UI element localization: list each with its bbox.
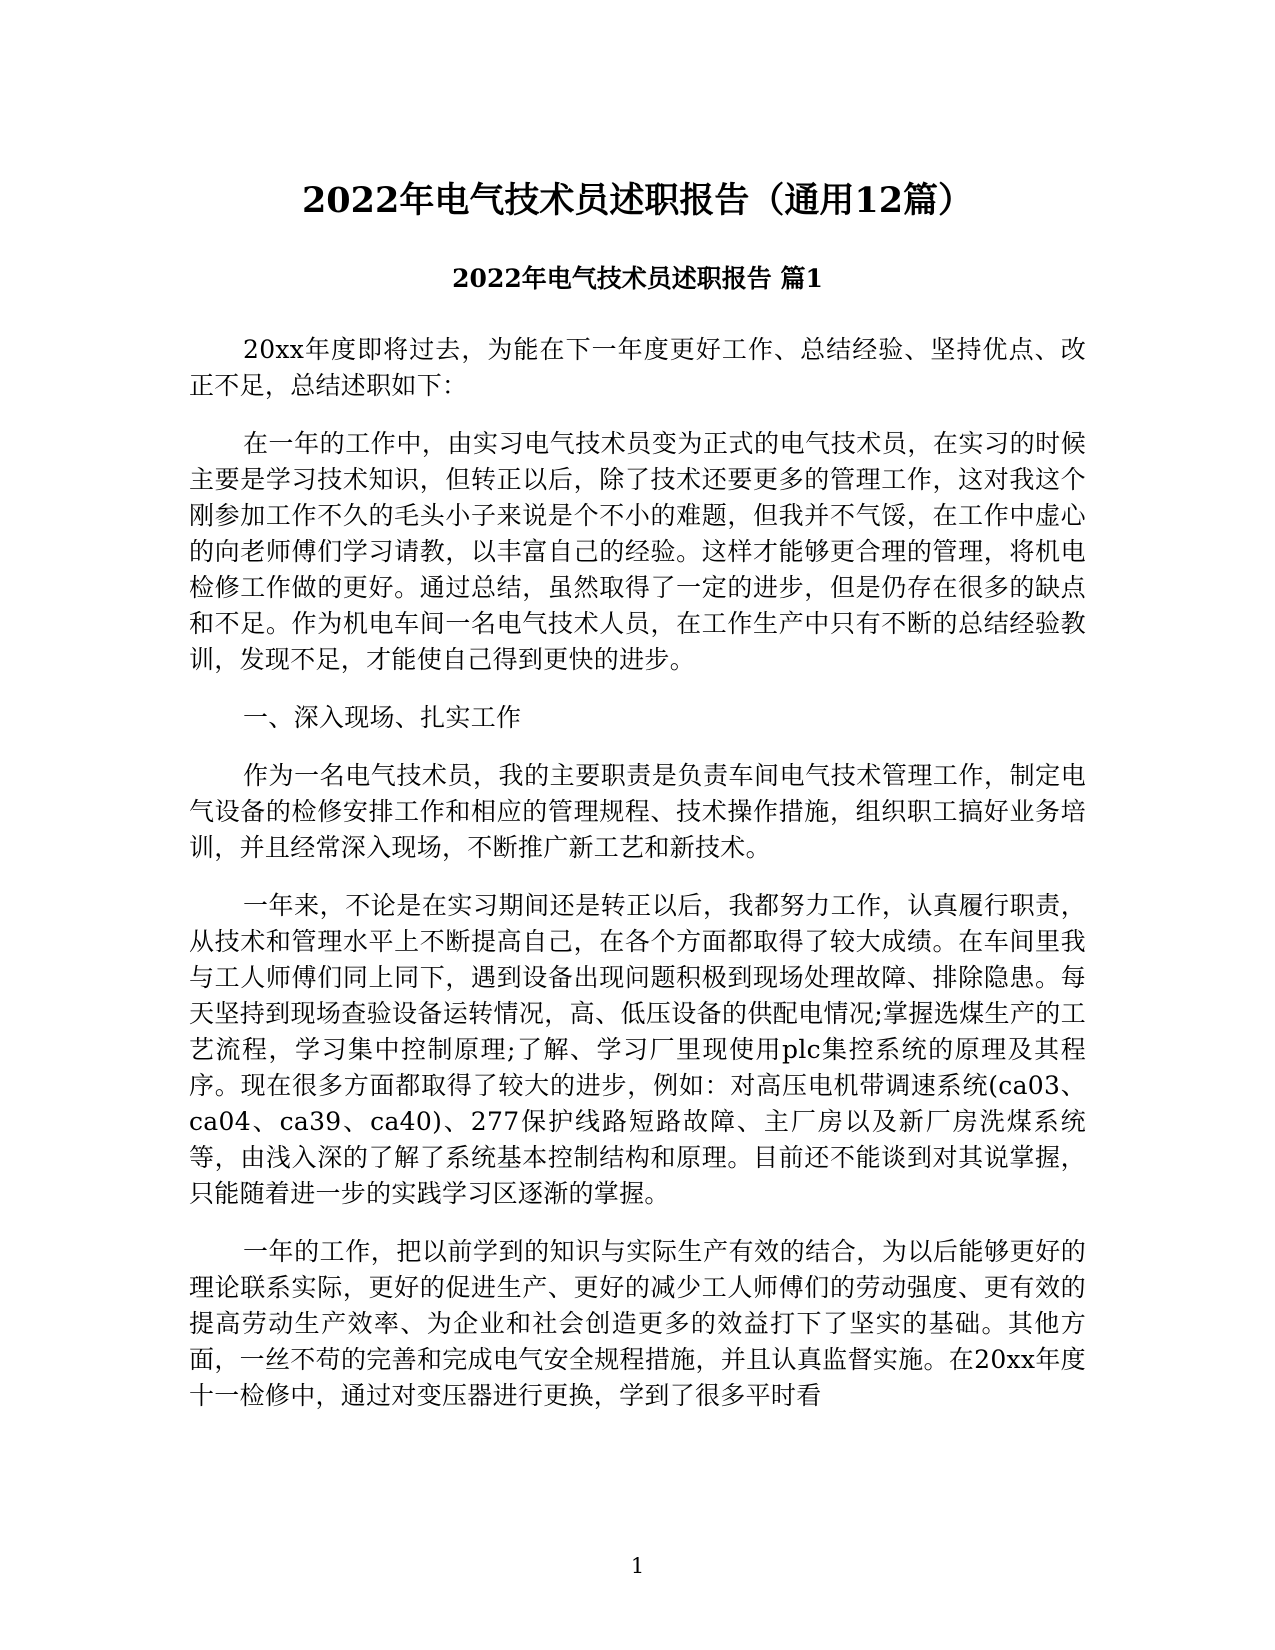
paragraph-year-work: 一年来，不论是在实习期间还是转正以后，我都努力工作，认真履行职责，从技术和管理水平上不断提高自己，在各个方面都取得了较大成绩。在车间里我与工人师傅们同上同下，遇到设备出现问题积极到现场处理故障、排除隐患。每天坚持到现场查验设备运转情况，高、低压设备的供配电情况;掌握选煤生产的工艺流程，学习集中控制原理;了解、学习厂里现使用plc集控系统的原理及其程序。现在很多方面都取得了较大的进步，例如：对高压电机带调速系统(ca03、ca04、ca39、ca40)、277保护线路短路故障、主厂房以及新厂房洗煤系统等，由浅入深的了解了系统基本控制结构和原理。目前还不能谈到对其说掌握，只能随着进一步的实践学习区逐渐的掌握。 [189, 891, 1086, 1208]
document-title: 2022年电气技术员述职报告（通用12篇） [301, 180, 974, 221]
subheading-1: 一、深入现场、扎实工作 [243, 703, 522, 732]
paragraph-summary: 一年的工作，把以前学到的知识与实际生产有效的结合，为以后能够更好的理论联系实际，更好的促进生产、更好的减少工人师傅们的劳动强度、更有效的提高劳动生产效率、为企业和社会创造更多的效益打下了坚实的基础。其他方面，一丝不苟的完善和完成电气安全规程措施，并且认真监督实施。在20xx年度十一检修中，通过对变压器进行更换，学到了很多平时看 [189, 1237, 1086, 1410]
page-number: 1 [630, 1554, 645, 1578]
paragraph-overview: 在一年的工作中，由实习电气技术员变为正式的电气技术员，在实习的时候主要是学习技术知识，但转正以后，除了技术还要更多的管理工作，这对我这个刚参加工作不久的毛头小子来说是个不小的难题，但我并不气馁，在工作中虚心的向老师傅们学习请教，以丰富自己的经验。这样才能够更合理的管理，将机电检修工作做的更好。通过总结，虽然取得了一定的进步，但是仍存在很多的缺点和不足。作为机电车间一名电气技术人员，在工作生产中只有不断的总结经验教训，发现不足，才能使自己得到更快的进步。 [189, 429, 1086, 674]
paragraph-intro: 20xx年度即将过去，为能在下一年度更好工作、总结经验、坚持优点、改正不足，总结述职如下： [189, 335, 1086, 400]
section-title: 2022年电气技术员述职报告 篇1 [452, 264, 823, 293]
document-body [189, 332, 1086, 1436]
paragraph-duties: 作为一名电气技术员，我的主要职责是负责车间电气技术管理工作，制定电气设备的检修安排工作和相应的管理规程、技术操作措施，组织职工搞好业务培训，并且经常深入现场，不断推广新工艺和新技术。 [189, 761, 1086, 862]
